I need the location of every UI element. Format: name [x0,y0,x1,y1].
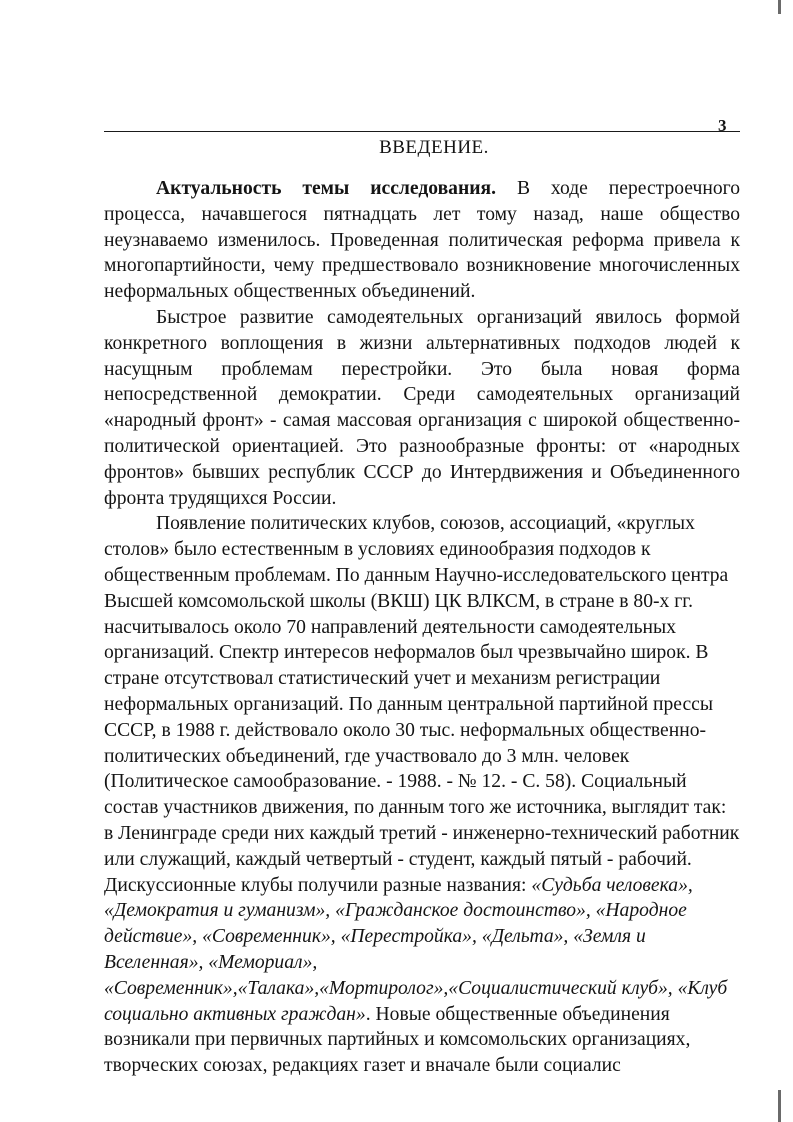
header-rule [104,131,740,132]
page-number: 3 [718,116,727,135]
club-names: «Судьба человека», «Демократия и гуманизм», «Гражданское достоинство», «Народное действие», «Современник», «Перестройка», «Дельта», «Земля и Вселенная», «Мемориал», «Современник»,«Талака»,«Мортиролог»,«Социалистический клуб», «Клуб социально активных граждан» [104,874,728,1025]
paragraph-political-clubs [104,511,740,1079]
paragraph-relevance [104,176,740,305]
paragraph-text: В ходе перестроечного процесса, начавшегося пятнадцать лет тому назад, наше общество неузнаваемо изменилось. Проведенная политическая реформа привела к многопартийности, чему предшествовало возникновение многочисленных неформальных общественных объединений. [104,178,740,303]
scan-edge-mark [778,0,781,14]
body-text [104,176,740,1079]
paragraph-text: Появление политических клубов, союзов, ассоциаций, «круглых столов» было естественным в условиях единообразия подходов к общественным проблемам. По данным Научно-исследовательского центра Высшей комсомольской школы (ВКШ) ЦК ВЛКСМ, в стране в 80-х гг. насчитывалось около 70 направлений деятельности самодеятельных организаций. Спектр интересов неформалов был чрезвычайно широк. В стране отсутствовал статистический учет и механизм регистрации неформальных организаций. По данным центральной партийной прессы СССР, в 1988 г. действовало около 30 тыс. неформальных общественно-политических объединений, где участвовало до 3 млн. человек (Политическое самообразование. - 1988. - № 12. - С. 58). Социальный состав участников движения, по данным того же источника, выглядит так: в Ленинграде среди них каждый третий - инженерно-технический работник или служащий, каждый четвертый - студент, каждый пятый - рабочий. Дискуссионные клубы получили разные названия: [104,513,740,896]
paragraph-text: . Новые общественные объединения возникали при первичных партийных и комсомольских организациях, творческих союзах, редакциях газет и вначале были социалис [104,1003,691,1077]
section-title: ВВЕДЕНИЕ. [379,137,489,158]
paragraph-text: Быстрое развитие самодеятельных организаций явилось формой конкретного воплощения в жизни альтернативных подходов людей к насущным проблемам перестройки. Это была новая форма непосредственной демократии. Среди самодеятельных организаций «народный фронт» - самая массовая организация с широкой общественно-политической ориентацией. Это разнообразные фронты: от «народных фронтов» бывших республик СССР до Интердвижения и Объединенного фронта трудящихся России. [104,306,740,509]
paragraph-self-organizations [104,305,740,511]
scan-edge-mark [778,1090,781,1122]
paragraph-lead: Актуальность темы исследования. [156,178,497,199]
